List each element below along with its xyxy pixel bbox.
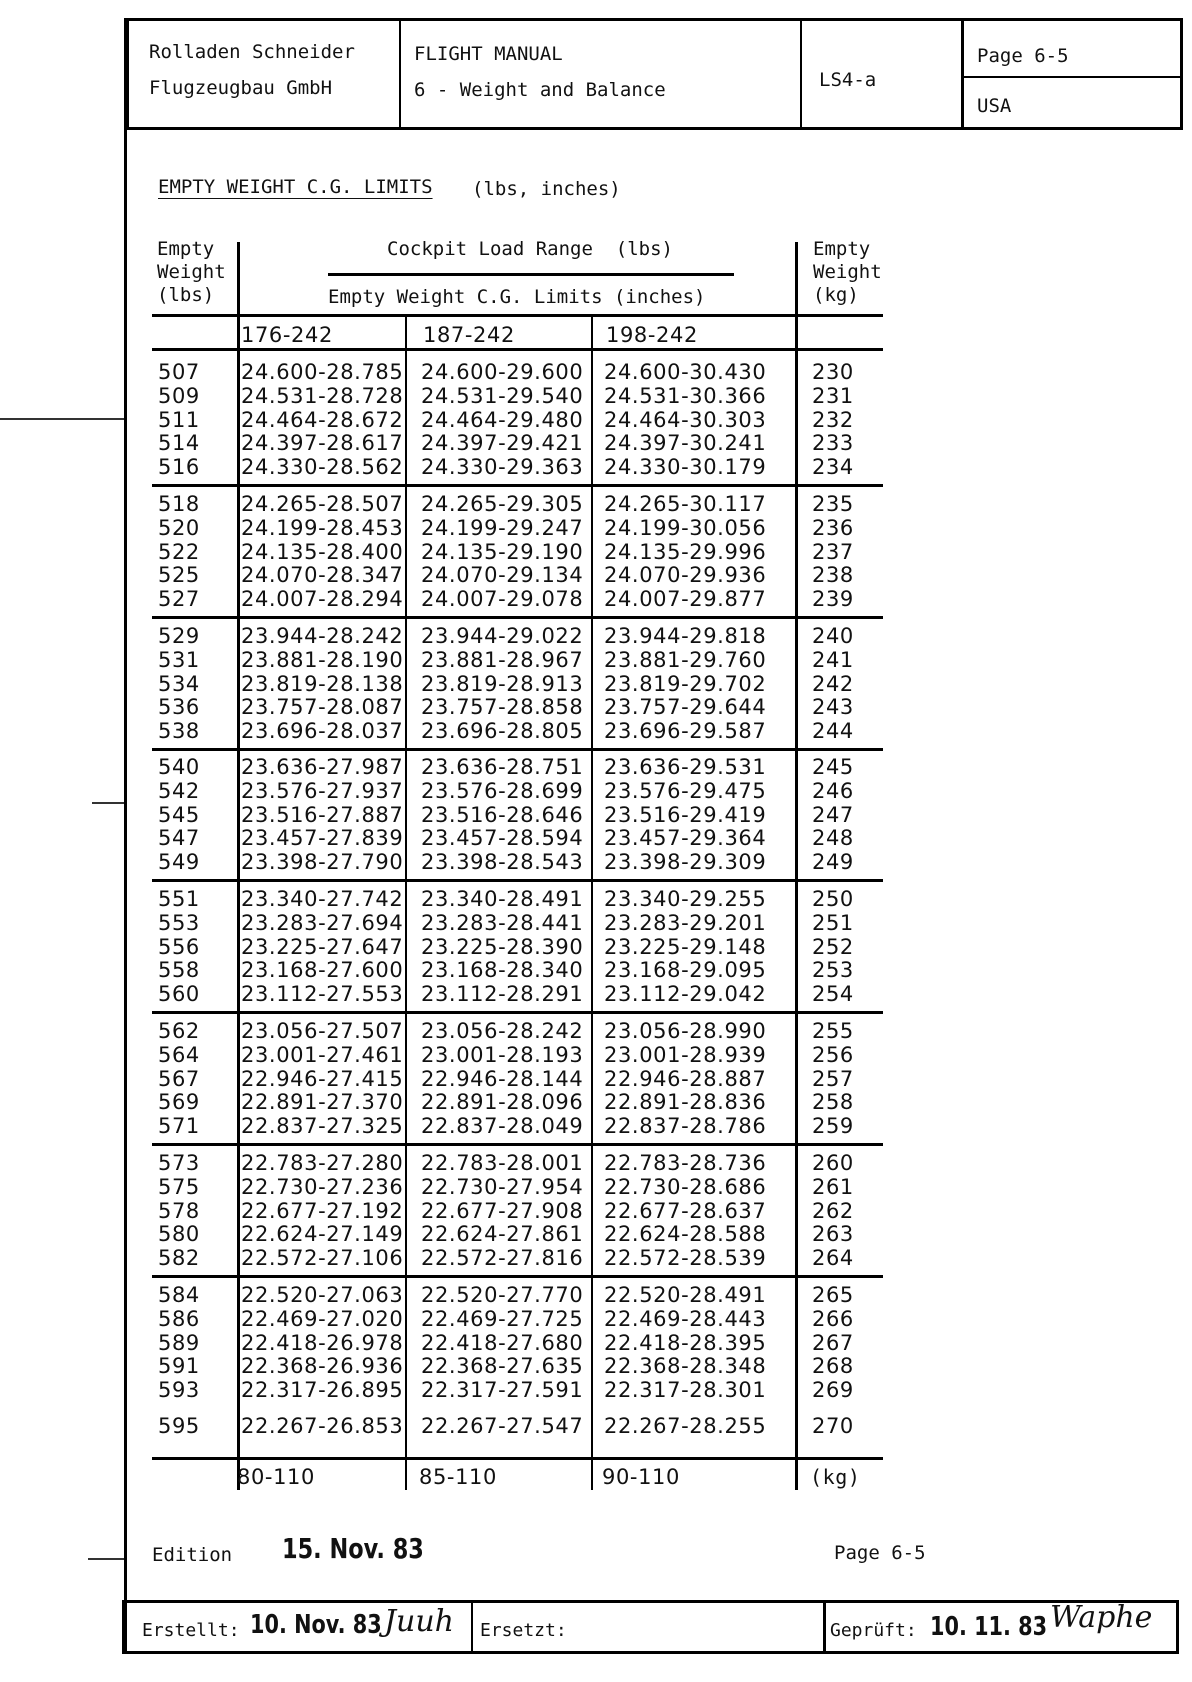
cg-limit-c3: 22.368-28.348	[604, 1354, 767, 1379]
empty-weight-kg: 259	[812, 1114, 854, 1139]
empty-weight-lbs: 540	[158, 755, 200, 779]
cg-limit-c2: 24.265-29.305	[421, 492, 584, 516]
cg-limit-c2: 23.757-28.858	[421, 695, 584, 720]
empty-weight-kg: 243	[812, 695, 854, 720]
cg-limit-c2: 22.730-27.954	[421, 1174, 584, 1199]
group-separator	[152, 1011, 883, 1014]
cg-limit-c3: 24.070-29.936	[604, 563, 767, 588]
cg-limit-c3: 24.330-30.179	[604, 455, 767, 480]
cg-limit-c3: 23.398-29.309	[604, 850, 767, 875]
cg-limit-c3: 23.283-29.201	[604, 910, 767, 935]
cg-limit-c1: 23.636-27.987	[241, 755, 404, 779]
cg-limit-c3: 22.317-28.301	[604, 1378, 767, 1403]
cg-limit-c2: 22.837-28.049	[421, 1114, 584, 1139]
margin-tick	[0, 418, 126, 420]
checked-label: Geprüft:	[830, 1620, 917, 1641]
cg-limit-c3: 22.418-28.395	[604, 1330, 767, 1355]
cg-limit-c1: 23.944-28.242	[241, 624, 404, 648]
empty-weight-lbs: 591	[158, 1354, 200, 1379]
group-separator	[152, 879, 883, 882]
empty-weight-lbs: 571	[158, 1114, 200, 1139]
cg-limit-c3: 22.946-28.887	[604, 1066, 767, 1091]
empty-weight-lbs: 584	[158, 1283, 200, 1307]
col-header-empty-weight-kg: Empty Weight (kg)	[813, 238, 882, 306]
cg-limit-c2: 23.516-28.646	[421, 802, 584, 827]
cg-limit-c3: 24.464-30.303	[604, 407, 767, 432]
empty-weight-lbs: 545	[158, 802, 200, 827]
cg-limit-c3: 23.516-29.419	[604, 802, 767, 827]
cg-limit-c2: 23.283-28.441	[421, 910, 584, 935]
empty-weight-lbs: 511	[158, 407, 200, 432]
cg-limit-c1: 22.891-27.370	[241, 1090, 404, 1115]
empty-weight-kg: 246	[812, 778, 854, 803]
empty-weight-kg: 250	[812, 887, 854, 911]
cg-limit-c1: 23.112-27.553	[241, 982, 404, 1007]
col-header-empty-weight-lbs: Empty Weight (lbs)	[157, 238, 226, 306]
cg-limit-c2: 23.398-28.543	[421, 850, 584, 875]
cg-limit-c1: 22.317-26.895	[241, 1378, 404, 1403]
page-header	[126, 18, 1183, 130]
cg-limit-c3: 23.112-29.042	[604, 982, 767, 1007]
cg-limit-c3: 24.265-30.117	[604, 492, 767, 516]
empty-weight-lbs: 531	[158, 647, 200, 672]
cg-limit-c3: 22.677-28.637	[604, 1198, 767, 1223]
cg-limit-c2: 23.340-28.491	[421, 887, 584, 911]
empty-weight-lbs: 547	[158, 826, 200, 851]
cg-limit-c2: 23.168-28.340	[421, 958, 584, 983]
empty-weight-lbs: 593	[158, 1378, 200, 1403]
empty-weight-lbs: 573	[158, 1151, 200, 1175]
empty-weight-lbs: 516	[158, 455, 200, 480]
created-date: 10. Nov. 83	[250, 1610, 382, 1640]
empty-weight-kg: 260	[812, 1151, 854, 1175]
edition-label: Edition	[152, 1544, 233, 1566]
cg-limit-c2: 24.531-29.540	[421, 383, 584, 408]
cg-limit-c2: 24.600-29.600	[421, 360, 584, 384]
group-separator	[152, 484, 883, 487]
cg-limit-c2: 22.677-27.908	[421, 1198, 584, 1223]
empty-weight-kg: 231	[812, 383, 854, 408]
header-cg-limits: Empty Weight C.G. Limits (inches)	[328, 286, 706, 308]
empty-weight-lbs: 538	[158, 719, 200, 744]
cg-limit-c2: 23.576-28.699	[421, 778, 584, 803]
empty-weight-kg: 230	[812, 360, 854, 384]
cg-limit-c3: 22.267-28.255	[604, 1414, 767, 1439]
empty-weight-kg: 258	[812, 1090, 854, 1115]
column-rule	[405, 314, 407, 1490]
empty-weight-lbs: 536	[158, 695, 200, 720]
group-separator	[152, 1275, 883, 1278]
cg-limit-c3: 23.457-29.364	[604, 826, 767, 851]
cg-limit-c2: 24.464-29.480	[421, 407, 584, 432]
empty-weight-kg: 262	[812, 1198, 854, 1223]
empty-weight-kg: 252	[812, 934, 854, 959]
cg-limit-c2: 23.225-28.390	[421, 934, 584, 959]
section-title: 6 - Weight and Balance	[414, 79, 666, 101]
cg-limit-c1: 23.576-27.937	[241, 778, 404, 803]
cg-limit-c3: 22.783-28.736	[604, 1151, 767, 1175]
empty-weight-lbs: 507	[158, 360, 200, 384]
cg-limit-c2: 23.636-28.751	[421, 755, 584, 779]
cg-limit-c3: 23.881-29.760	[604, 647, 767, 672]
empty-weight-lbs: 529	[158, 624, 200, 648]
cg-limit-c2: 22.520-27.770	[421, 1283, 584, 1307]
cg-limit-c1: 24.135-28.400	[241, 539, 404, 564]
cg-limit-c3: 23.757-29.644	[604, 695, 767, 720]
company-name-line1: Rolladen Schneider	[149, 41, 355, 63]
cg-limit-c3: 24.007-29.877	[604, 587, 767, 612]
empty-weight-kg: 247	[812, 802, 854, 827]
cg-limit-c3: 24.600-30.430	[604, 360, 767, 384]
empty-weight-kg: 255	[812, 1019, 854, 1043]
range-kg-1: 80-110	[237, 1465, 315, 1489]
cg-limit-c2: 23.881-28.967	[421, 647, 584, 672]
cg-limit-c1: 23.457-27.839	[241, 826, 404, 851]
empty-weight-lbs: 578	[158, 1198, 200, 1223]
empty-weight-lbs: 569	[158, 1090, 200, 1115]
empty-weight-kg: 233	[812, 431, 854, 456]
cg-limit-c1: 22.730-27.236	[241, 1174, 404, 1199]
cg-limit-c2: 22.946-28.144	[421, 1066, 584, 1091]
cg-limit-c2: 23.944-29.022	[421, 624, 584, 648]
cg-limit-c1: 22.837-27.325	[241, 1114, 404, 1139]
empty-weight-lbs: 509	[158, 383, 200, 408]
table-units: (lbs, inches)	[472, 178, 621, 200]
empty-weight-lbs: 549	[158, 850, 200, 875]
cg-limit-c1: 23.757-28.087	[241, 695, 404, 720]
cg-limit-c1: 23.340-27.742	[241, 887, 404, 911]
cg-limit-c3: 24.199-30.056	[604, 515, 767, 540]
empty-weight-kg: 235	[812, 492, 854, 516]
cg-limit-c3: 22.624-28.588	[604, 1222, 767, 1247]
cg-limit-c1: 23.516-27.887	[241, 802, 404, 827]
cg-limit-c3: 22.469-28.443	[604, 1306, 767, 1331]
table-title: EMPTY WEIGHT C.G. LIMITS	[158, 176, 433, 198]
cg-limit-c2: 24.135-29.190	[421, 539, 584, 564]
cg-limit-c1: 22.418-26.978	[241, 1330, 404, 1355]
replaced-label: Ersetzt:	[480, 1620, 567, 1641]
column-rule	[591, 314, 593, 1490]
group-separator	[152, 348, 883, 351]
empty-weight-kg: 240	[812, 624, 854, 648]
empty-weight-kg: 251	[812, 910, 854, 935]
cg-limit-c3: 22.520-28.491	[604, 1283, 767, 1307]
cg-limit-c1: 23.283-27.694	[241, 910, 404, 935]
cg-limit-c2: 22.783-28.001	[421, 1151, 584, 1175]
header-rule	[152, 314, 883, 317]
cg-limit-c3: 24.531-30.366	[604, 383, 767, 408]
cg-limit-c1: 22.677-27.192	[241, 1198, 404, 1223]
edition-page-number: Page 6-5	[834, 1542, 926, 1564]
range-kg-2: 85-110	[419, 1465, 497, 1489]
cg-limit-c2: 24.070-29.134	[421, 563, 584, 588]
group-separator	[152, 1457, 883, 1460]
cg-limit-c2: 22.469-27.725	[421, 1306, 584, 1331]
cg-limit-c2: 22.572-27.816	[421, 1246, 584, 1271]
range-kg-3: 90-110	[602, 1465, 680, 1489]
cg-limit-c2: 22.267-27.547	[421, 1414, 584, 1439]
cg-limit-c1: 22.783-27.280	[241, 1151, 404, 1175]
empty-weight-lbs: 575	[158, 1174, 200, 1199]
empty-weight-kg: 236	[812, 515, 854, 540]
cg-limit-c1: 22.520-27.063	[241, 1283, 404, 1307]
cg-limit-c1: 23.696-28.037	[241, 719, 404, 744]
empty-weight-kg: 248	[812, 826, 854, 851]
cg-limit-c3: 24.135-29.996	[604, 539, 767, 564]
empty-weight-kg: 269	[812, 1378, 854, 1403]
cg-limit-c3: 22.837-28.786	[604, 1114, 767, 1139]
cg-limit-c1: 24.330-28.562	[241, 455, 404, 480]
empty-weight-kg: 257	[812, 1066, 854, 1091]
empty-weight-lbs: 595	[158, 1414, 200, 1439]
cg-limit-c1: 22.368-26.936	[241, 1354, 404, 1379]
cg-limit-c3: 23.225-29.148	[604, 934, 767, 959]
cg-limit-c1: 23.881-28.190	[241, 647, 404, 672]
empty-weight-lbs: 580	[158, 1222, 200, 1247]
cg-limit-c2: 22.891-28.096	[421, 1090, 584, 1115]
cg-limit-c1: 24.265-28.507	[241, 492, 404, 516]
group-separator	[152, 1143, 883, 1146]
empty-weight-kg: 244	[812, 719, 854, 744]
cg-limit-c3: 22.730-28.686	[604, 1174, 767, 1199]
cg-limit-c2: 23.819-28.913	[421, 671, 584, 696]
cg-limit-c2: 23.001-28.193	[421, 1042, 584, 1067]
aircraft-model: LS4-a	[819, 69, 877, 91]
cg-limit-c1: 24.600-28.785	[241, 360, 404, 384]
edition-date: 15. Nov. 83	[282, 1532, 424, 1565]
cg-limit-c1: 22.469-27.020	[241, 1306, 404, 1331]
cg-limit-c1: 24.531-28.728	[241, 383, 404, 408]
margin-tick	[88, 1558, 124, 1560]
kg-unit: (kg)	[810, 1465, 861, 1489]
empty-weight-lbs: 542	[158, 778, 200, 803]
cg-limit-c3: 23.168-29.095	[604, 958, 767, 983]
empty-weight-kg: 239	[812, 587, 854, 612]
cg-limit-c1: 23.225-27.647	[241, 934, 404, 959]
empty-weight-lbs: 527	[158, 587, 200, 612]
header-divider	[328, 273, 734, 276]
empty-weight-kg: 232	[812, 407, 854, 432]
empty-weight-kg: 261	[812, 1174, 854, 1199]
empty-weight-kg: 242	[812, 671, 854, 696]
empty-weight-kg: 234	[812, 455, 854, 480]
empty-weight-lbs: 553	[158, 910, 200, 935]
header-page-number: Page 6-5	[977, 45, 1069, 67]
cg-limit-c3: 23.696-29.587	[604, 719, 767, 744]
cg-limit-c1: 23.056-27.507	[241, 1019, 404, 1043]
empty-weight-lbs: 558	[158, 958, 200, 983]
cg-limit-c2: 22.317-27.591	[421, 1378, 584, 1403]
empty-weight-kg: 256	[812, 1042, 854, 1067]
cg-limit-c2: 22.418-27.680	[421, 1330, 584, 1355]
cg-limit-c2: 22.368-27.635	[421, 1354, 584, 1379]
group-separator	[152, 616, 883, 619]
empty-weight-lbs: 525	[158, 563, 200, 588]
cg-limit-c3: 23.819-29.702	[604, 671, 767, 696]
cg-limit-c1: 24.464-28.672	[241, 407, 404, 432]
empty-weight-lbs: 582	[158, 1246, 200, 1271]
empty-weight-kg: 253	[812, 958, 854, 983]
cg-limit-c3: 23.636-29.531	[604, 755, 767, 779]
page-left-border	[124, 18, 127, 1654]
cg-limit-c3: 23.340-29.255	[604, 887, 767, 911]
empty-weight-kg: 266	[812, 1306, 854, 1331]
empty-weight-lbs: 586	[158, 1306, 200, 1331]
cg-limit-c3: 23.056-28.990	[604, 1019, 767, 1043]
cg-limit-c1: 22.267-26.853	[241, 1414, 404, 1439]
empty-weight-lbs: 556	[158, 934, 200, 959]
group-separator	[152, 748, 883, 751]
empty-weight-lbs: 518	[158, 492, 200, 516]
cg-limit-c1: 24.199-28.453	[241, 515, 404, 540]
empty-weight-kg: 237	[812, 539, 854, 564]
created-signature: Juuh	[384, 1604, 454, 1639]
cg-limit-c1: 24.007-28.294	[241, 587, 404, 612]
cg-limit-c2: 23.696-28.805	[421, 719, 584, 744]
cg-limit-c2: 23.457-28.594	[421, 826, 584, 851]
empty-weight-kg: 265	[812, 1283, 854, 1307]
empty-weight-lbs: 551	[158, 887, 200, 911]
created-label: Erstellt:	[142, 1620, 240, 1641]
empty-weight-kg: 264	[812, 1246, 854, 1271]
cg-limit-c2: 24.199-29.247	[421, 515, 584, 540]
cg-limit-c2: 23.112-28.291	[421, 982, 584, 1007]
empty-weight-kg: 249	[812, 850, 854, 875]
margin-tick	[92, 802, 126, 804]
cg-limit-c1: 22.572-27.106	[241, 1246, 404, 1271]
empty-weight-lbs: 534	[158, 671, 200, 696]
cg-limit-c1: 22.624-27.149	[241, 1222, 404, 1247]
cg-limit-c2: 24.007-29.078	[421, 587, 584, 612]
empty-weight-lbs: 520	[158, 515, 200, 540]
cg-limit-c3: 23.001-28.939	[604, 1042, 767, 1067]
empty-weight-lbs: 560	[158, 982, 200, 1007]
cg-limit-c1: 24.070-28.347	[241, 563, 404, 588]
empty-weight-lbs: 589	[158, 1330, 200, 1355]
empty-weight-lbs: 514	[158, 431, 200, 456]
manual-title: FLIGHT MANUAL	[414, 43, 563, 65]
cg-limit-c1: 22.946-27.415	[241, 1066, 404, 1091]
empty-weight-kg: 245	[812, 755, 854, 779]
empty-weight-kg: 263	[812, 1222, 854, 1247]
header-region: USA	[977, 95, 1012, 117]
empty-weight-lbs: 564	[158, 1042, 200, 1067]
empty-weight-lbs: 562	[158, 1019, 200, 1043]
cg-limit-c2: 24.397-29.421	[421, 431, 584, 456]
cg-limit-c2: 23.056-28.242	[421, 1019, 584, 1043]
empty-weight-lbs: 567	[158, 1066, 200, 1091]
range-lbs-1: 176-242	[241, 323, 333, 347]
empty-weight-kg: 241	[812, 647, 854, 672]
cg-limit-c3: 23.576-29.475	[604, 778, 767, 803]
empty-weight-kg: 254	[812, 982, 854, 1007]
range-lbs-2: 187-242	[423, 323, 515, 347]
cg-limit-c3: 23.944-29.818	[604, 624, 767, 648]
cg-limit-c2: 24.330-29.363	[421, 455, 584, 480]
cg-limit-c3: 24.397-30.241	[604, 431, 767, 456]
cg-limit-c2: 22.624-27.861	[421, 1222, 584, 1247]
empty-weight-kg: 238	[812, 563, 854, 588]
column-rule	[237, 242, 240, 1490]
company-name-line2: Flugzeugbau GmbH	[149, 77, 333, 99]
cg-limit-c3: 22.891-28.836	[604, 1090, 767, 1115]
header-cockpit-load-range: Cockpit Load Range (lbs)	[387, 238, 673, 260]
empty-weight-kg: 267	[812, 1330, 854, 1355]
cg-limit-c1: 23.168-27.600	[241, 958, 404, 983]
range-lbs-3: 198-242	[606, 323, 698, 347]
column-rule	[795, 242, 798, 1490]
cg-limit-c1: 23.001-27.461	[241, 1042, 404, 1067]
cg-limit-c1: 24.397-28.617	[241, 431, 404, 456]
checked-signature: Waphe	[1050, 1600, 1153, 1635]
empty-weight-kg: 270	[812, 1414, 854, 1439]
cg-limit-c1: 23.398-27.790	[241, 850, 404, 875]
cg-limit-c1: 23.819-28.138	[241, 671, 404, 696]
empty-weight-lbs: 522	[158, 539, 200, 564]
checked-date: 10. 11. 83	[930, 1612, 1048, 1642]
cg-limit-c3: 22.572-28.539	[604, 1246, 767, 1271]
empty-weight-kg: 268	[812, 1354, 854, 1379]
